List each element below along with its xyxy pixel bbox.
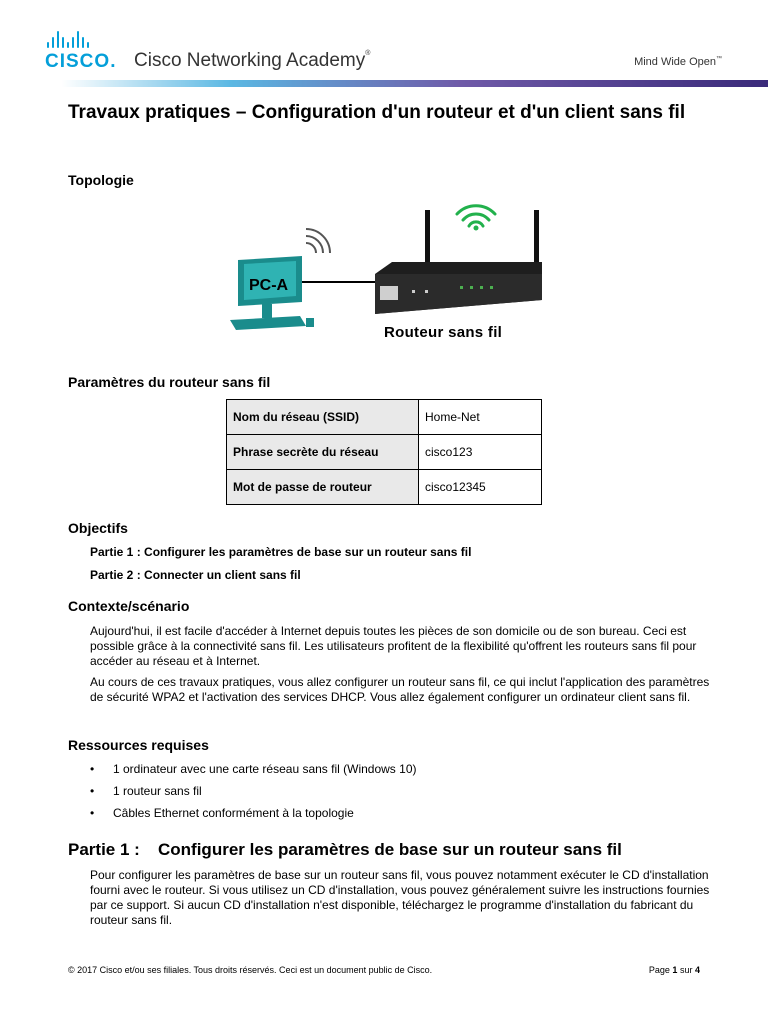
objectives-heading: Objectifs — [68, 520, 128, 536]
param-key: Nom du réseau (SSID) — [227, 400, 419, 435]
table-row — [227, 400, 542, 435]
router-label: Routeur sans fil — [384, 324, 503, 341]
param-value: cisco123 — [419, 435, 542, 470]
cisco-wordmark: CISCO. — [45, 51, 117, 72]
list-item: • 1 routeur sans fil — [90, 784, 417, 806]
list-item: • 1 ordinateur avec une carte réseau sans fil (Windows 10) — [90, 762, 417, 784]
objective-item: Partie 2 : Connecter un client sans fil — [90, 568, 301, 582]
cisco-bars-icon — [47, 30, 89, 48]
router-icon — [375, 210, 542, 314]
tagline: Mind Wide Open™ — [634, 56, 722, 68]
topology-diagram — [220, 190, 560, 345]
part1-title: Configurer les paramètres de base sur un routeur sans fil — [158, 840, 622, 859]
param-value: Home-Net — [419, 400, 542, 435]
objective-item: Partie 1 : Configurer les paramètres de base sur un routeur sans fil — [90, 545, 472, 559]
page-number: Page 1 sur 4 — [648, 965, 700, 975]
router-wifi-dot — [474, 226, 479, 231]
cisco-logo — [45, 30, 117, 72]
document-title: Travaux pratiques – Configuration d'un routeur et d'un client sans fil — [68, 102, 686, 123]
copyright-text: © 2017 Cisco et/ou ses filiales. Tous droits réservés. Ceci est un document public de Cisco. — [68, 965, 433, 975]
resources-heading: Ressources requises — [68, 737, 209, 753]
header-gradient-rule — [0, 80, 768, 87]
context-paragraph: Au cours de ces travaux pratiques, vous allez configurer un routeur sans fil, ce qui inclut l'application des paramètres de sécurité WPA2 et l'activation des services DHCP. Vous allez également configurer un ordinateur client sans fil. — [90, 675, 710, 704]
pc-label: PC-A — [249, 277, 289, 294]
context-heading: Contexte/scénario — [68, 598, 190, 614]
topology-heading: Topologie — [68, 172, 134, 188]
table-row — [227, 470, 542, 505]
table-row — [227, 435, 542, 470]
router-wifi-icon — [457, 206, 495, 226]
resources-list — [90, 762, 417, 828]
page-footer — [68, 965, 700, 975]
pc-wifi-icon — [306, 229, 330, 253]
part1-number: Partie 1 : — [68, 840, 140, 859]
param-value: cisco12345 — [419, 470, 542, 505]
part1-heading — [68, 840, 622, 860]
list-item: • Câbles Ethernet conformément à la topologie — [90, 806, 417, 828]
params-table — [226, 399, 542, 505]
param-key: Phrase secrète du réseau — [227, 435, 419, 470]
params-heading: Paramètres du routeur sans fil — [68, 374, 271, 390]
page-header — [0, 0, 768, 88]
brand-name: Cisco Networking Academy® — [134, 50, 371, 71]
part1-paragraph: Pour configurer les paramètres de base sur un routeur sans fil, vous pouvez notamment exécuter le CD d'installation fourni avec le routeur. Si vous utilisez un CD d'installation, vous pouvez généralement suivre les instructions fournies par ce support. Si aucun CD d'installation n'est disponible, téléchargez le programme d'installation du fabricant du routeur sans fil. — [90, 868, 710, 927]
param-key: Mot de passe de routeur — [227, 470, 419, 505]
context-paragraph: Aujourd'hui, il est facile d'accéder à Internet depuis toutes les pièces de son domicile ou de son bureau. Ceci est possible grâce à la connectivité sans fil. Les utilisateurs profitent de la flexibilité qu'offrent les routeurs sans fil pour accéder au réseau et à Internet. — [90, 624, 697, 668]
